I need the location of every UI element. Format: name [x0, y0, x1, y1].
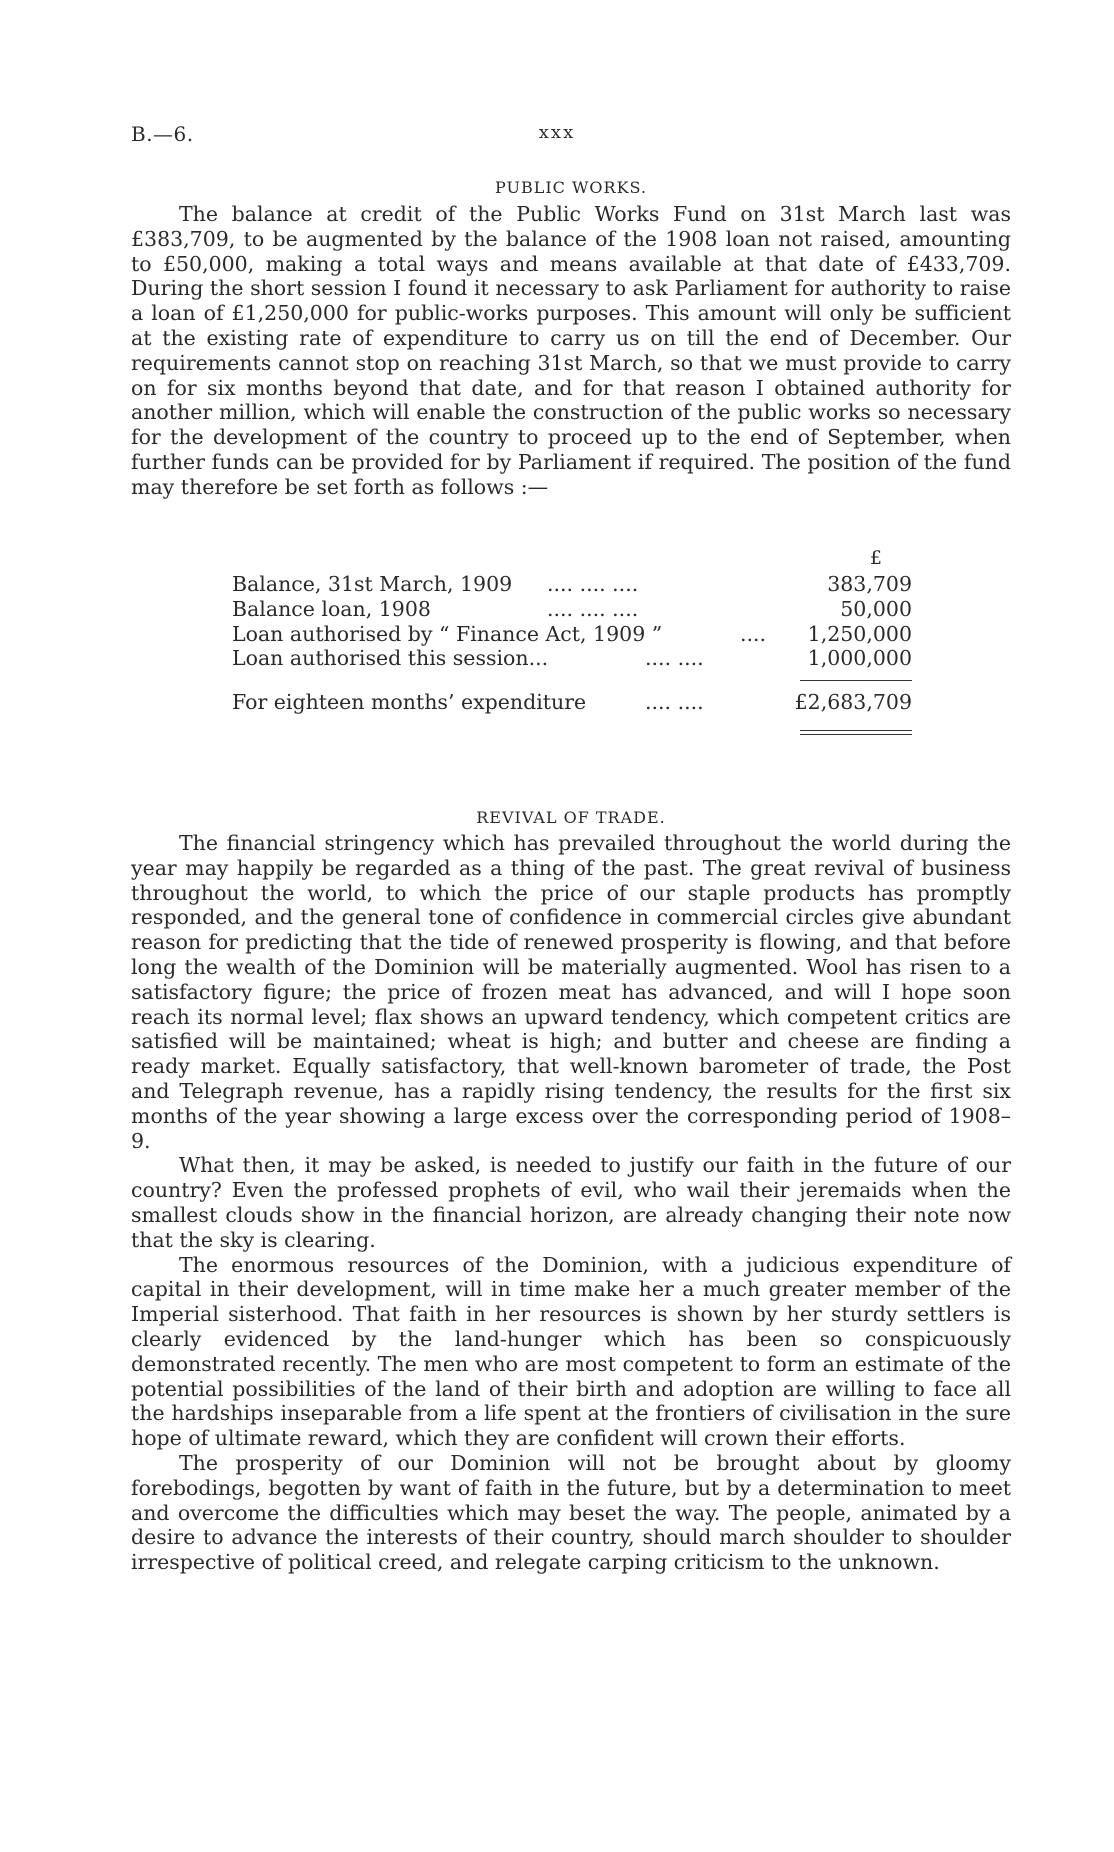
- public-works-title: PUBLIC WORKS.: [494, 178, 648, 197]
- ledger-label: Loan authorised this session...: [232, 646, 549, 671]
- ledger-amount: 383,709: [827, 572, 912, 596]
- total-double-rule: [800, 730, 912, 735]
- ledger-row: [232, 646, 912, 671]
- page-reference: B.—6.: [131, 122, 194, 146]
- ledger-leader-dots: .... ....: [645, 646, 704, 671]
- ledger-row: [232, 572, 912, 597]
- ledger-leader-dots: .... .... ....: [547, 596, 639, 621]
- revival-of-trade-section: [131, 808, 1011, 1575]
- fund-ledger: [232, 547, 912, 715]
- ledger-leader-dots: ....: [740, 621, 767, 646]
- ledger-label: Balance, 31st March, 1909: [232, 572, 513, 596]
- ledger-amount: 1,000,000: [807, 646, 912, 671]
- public-works-paragraph: The balance at credit of the Public Works Fund on 31st March last was £383,709, to be augmented by the balance of the 1908 loan not raised, amounting to £50,000, making a total ways and means available at that date of £433,709. During the short session I found it necessary to ask Parliament for authority to raise a loan of £1,250,000 for public-works purposes. This amount will only be sufficient at the existing rate of expenditure to carry us on till the end of December. Our requirements cannot stop on reaching 31st March, so that we must provide to carry on for six months beyond that date, and for that reason I obtained authority for another million, which will enable the construction of the public works so necessary for the development of the country to proceed up to the end of September, when further funds can be provided for by Parliament if required. The position of the fund may therefore be set forth as follows :—: [131, 202, 1011, 499]
- ledger-total-label: For eighteen months’ expenditure: [232, 690, 587, 715]
- ledger-row: [232, 597, 912, 622]
- revival-paragraph: The enormous resources of the Dominion, with a judicious expenditure of capital in their development, will in time make her a much greater member of the Imperial sisterhood. That faith in her resources is shown by her sturdy settlers is clearly evidenced by the land-hunger which has been so conspicuously demonstrated recently. The men who are most competent to form an estimate of the potential possibilities of the land of their birth and adoption are willing to face all the hardships inseparable from a life spent at the frontiers of civilisation in the sure hope of ultimate reward, which they are confident will crown their efforts.: [131, 1252, 1011, 1451]
- currency-symbol: £: [869, 547, 882, 569]
- subtotal-rule: [800, 680, 912, 681]
- ledger-total-amount: £2,683,709: [794, 690, 912, 715]
- ledger-total-row: [232, 690, 912, 715]
- ledger-leader-dots: .... ....: [645, 690, 704, 715]
- page-number: xxx: [538, 122, 576, 143]
- revival-paragraph: The prosperity of our Dominion will not be brought about by gloomy forebodings, begotten by want of faith in the future, but by a determination to meet and overcome the difficulties which may beset the way. The people, animated by a desire to advance the interests of their country, should march shoulder to shoulder irrespective of political creed, and relegate carping criticism to the unknown.: [131, 1450, 1011, 1575]
- ledger-label: Balance loan, 1908: [232, 596, 431, 621]
- ledger-amount: 1,250,000: [807, 621, 912, 646]
- revival-of-trade-title: REVIVAL OF TRADE.: [476, 808, 666, 827]
- ledger-leader-dots: .... .... ....: [547, 572, 639, 596]
- revival-paragraph: What then, it may be asked, is needed to justify our faith in the future of our country? Even the professed prophets of evil, who wail their jeremaids when the smallest clouds show in the financial horizon, are already changing their note now that the sky is clearing.: [131, 1153, 1011, 1252]
- ledger-amount: 50,000: [840, 596, 912, 621]
- revival-paragraph: The financial stringency which has prevailed throughout the world during the year may happily be regarded as a thing of the past. The great revival of business throughout the world, to which the price of our staple products has promptly responded, and the general tone of confidence in commercial circles give abundant reason for predicting that the tide of renewed prosperity is flowing, and that before long the wealth of the Dominion will be materially augmented. Wool has risen to a satisfactory figure; the price of frozen meat has advanced, and will I hope soon reach its normal level; flax shows an upward tendency, which competent critics are satisfied will be maintained; wheat is high; and butter and cheese are finding a ready market. Equally satisfactory, that well-known barometer of trade, the Post and Telegraph revenue, has a rapidly rising tendency, the results for the first six months of the year showing a large excess over the corresponding period of 1908–9.: [131, 831, 1011, 1153]
- ledger-row: [232, 622, 912, 647]
- public-works-section: [131, 178, 1011, 500]
- ledger-label: Loan authorised by “ Finance Act, 1909 ”: [232, 621, 663, 646]
